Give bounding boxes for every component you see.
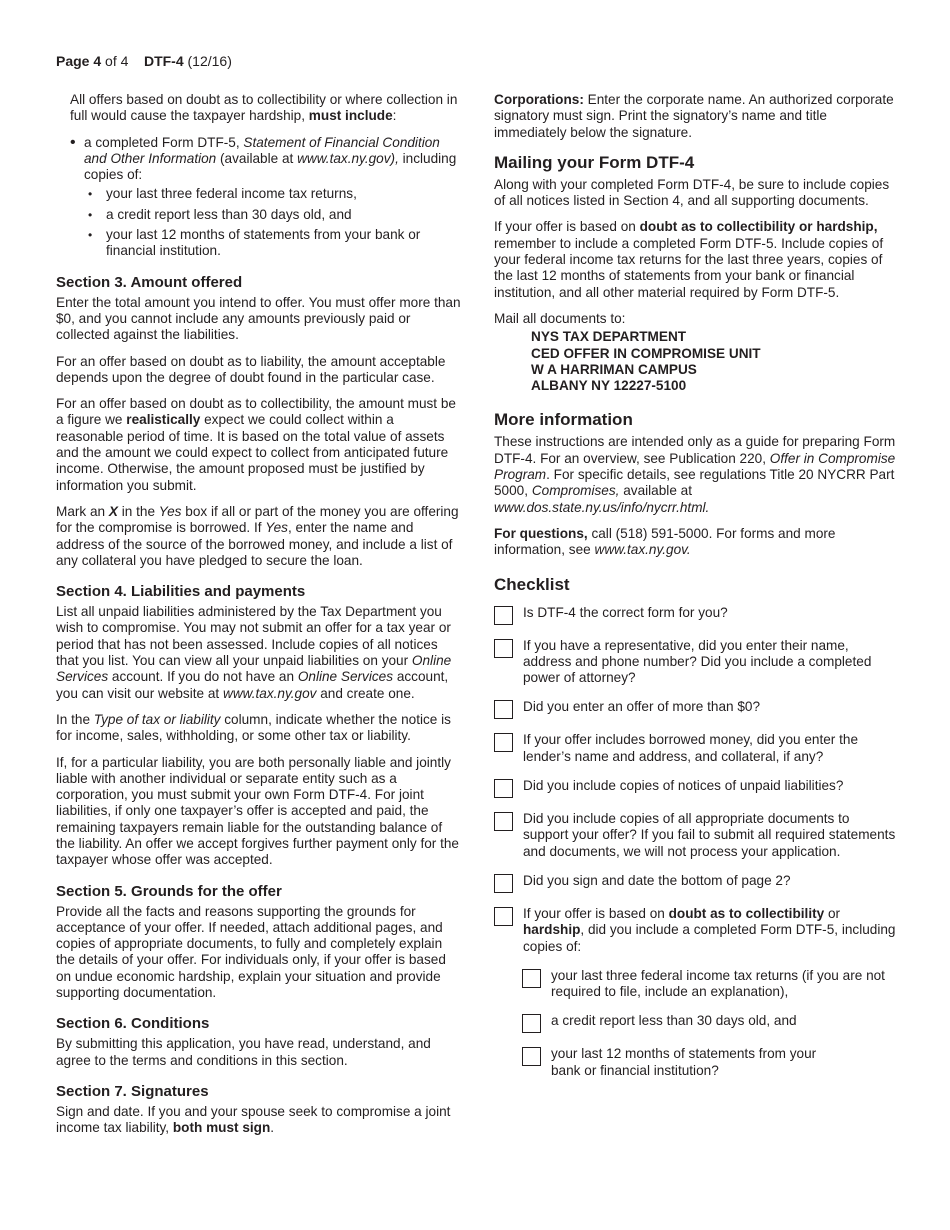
checklist-item: If you have a representative, did you enter their name, address and phone number? Did you include a completed power of attorney?	[494, 638, 896, 687]
page-total: of 4	[105, 53, 129, 69]
paragraph: For an offer based on doubt as to collectibility, the amount must be a figure we realistically expect we could collect within a reasonable period of time. It is based on the total value of assets and the amount we could expect to collect from anticipated future income. Otherwise, the amount proposed must be justified by information you submit.	[56, 396, 456, 493]
paragraph: Provide all the facts and reasons supporting the grounds for acceptance of your offer. If needed, attach additional pages, and copies of appropriate documents, to fully and completely explain the details of your offer. For individuals only, if your offer is based on undue economic hardship, explain your situation and provide supporting documentation.	[56, 903, 446, 1001]
checkbox[interactable]	[494, 733, 513, 752]
copies-list	[84, 186, 461, 259]
section-3-title: Section 3. Amount offered	[56, 273, 243, 291]
checkbox[interactable]	[494, 812, 513, 831]
page-header	[56, 53, 232, 69]
left-column	[56, 92, 461, 1147]
checklist-item: Did you include copies of all appropriate documents to support your offer? If you fail to submit all required statements and documents, we will not process your application.	[494, 811, 896, 860]
paragraph: List all unpaid liabilities administered by the Tax Department you wish to compromise. You may not submit an offer for a tax year or period that has not been assessed. Include copies of all notices that you list. You can view all your unpaid liabilities on your Online Services account. If you do not have an Online Services account, you can visit our website at www.tax.ny.gov and create one.	[56, 604, 452, 701]
list-item: • your last three federal income tax returns,	[84, 186, 461, 202]
form-id: DTF-4	[143, 53, 184, 69]
corporations-paragraph: Corporations: Enter the corporate name. An authorized corporate signatory must sign. Print the signatory’s name and title immediately below the signature.	[494, 92, 894, 140]
page-number: Page 4	[56, 53, 102, 69]
section-7-title: Section 7. Signatures	[56, 1082, 209, 1100]
checklist-item: Did you sign and date the bottom of page 2?	[494, 873, 896, 893]
paragraph: In the Type of tax or liability column, indicate whether the notice is for income, sales, withholding, or some other tax or liability.	[56, 711, 451, 744]
paragraph: If your offer is based on doubt as to collectibility or hardship, remember to include a completed Form DTF-5. Include copies of your federal income tax returns for the last three years, copies of the last 12 months of statements from your bank or financial institution, and all other material required by Form DTF-5.	[494, 219, 884, 300]
checklist-subitem: your last 12 months of statements from your bank or financial institution?	[522, 1046, 896, 1079]
section-6-title: Section 6. Conditions	[56, 1015, 210, 1033]
mailing-address: NYS TAX DEPARTMENT CED OFFER IN COMPROMISE UNIT W A HARRIMAN CAMPUS ALBANY NY 12227-5100	[531, 329, 761, 394]
checkbox[interactable]	[494, 606, 513, 625]
checklist-item: Did you enter an offer of more than $0?	[494, 699, 896, 719]
checkbox[interactable]	[522, 1047, 541, 1066]
checkbox[interactable]	[494, 874, 513, 893]
section-5-title: Section 5. Grounds for the offer	[56, 882, 282, 900]
paragraph: These instructions are intended only as a guide for preparing Form DTF-4. For an overview, see Publication 220, Offer in Compromise Program. For specific details, see regulations Title 20 NYCRR Part 5000, Compromises, available at www.dos.state.ny.us/info/nycrr.html.	[494, 434, 896, 515]
checklist-item: Is DTF-4 the correct form for you?	[494, 605, 896, 625]
checkbox[interactable]	[494, 779, 513, 798]
checklist-title: Checklist	[494, 574, 570, 594]
paragraph: Enter the total amount you intend to offer. You must offer more than $0, and you cannot include any amounts previously paid or collected against the liabilities.	[56, 294, 461, 343]
paragraph: By submitting this application, you have read, understand, and agree to the terms and conditions in this section.	[56, 1036, 431, 1068]
paragraph: Along with your completed Form DTF-4, be sure to include copies of all notices listed in Section 4, and all supporting documents.	[494, 176, 890, 209]
right-column	[494, 92, 896, 1092]
checklist-item: Did you include copies of notices of unpaid liabilities?	[494, 778, 896, 798]
paragraph: Sign and date. If you and your spouse seek to compromise a joint income tax liability, both must sign.	[56, 1103, 451, 1136]
section-4-title: Section 4. Liabilities and payments	[56, 583, 306, 601]
list-item: • a credit report less than 30 days old, and	[84, 207, 461, 223]
paragraph: Mark an X in the Yes box if all or part of the money you are offering for the compromise is borrowed. If Yes, enter the name and address of the source of the borrowed money, and include a list of any collateral you have pledged to secure the loan.	[56, 503, 459, 568]
checklist-subitem: your last three federal income tax returns (if you are not required to file, include an explanation),	[522, 968, 896, 1001]
checklist-item: If your offer is based on doubt as to collectibility or hardship, did you include a completed Form DTF-5, including copies of:	[494, 906, 896, 955]
checklist-subitem: a credit report less than 30 days old, and	[522, 1013, 896, 1033]
checkbox[interactable]	[522, 969, 541, 988]
checkbox[interactable]	[494, 907, 513, 926]
checkbox[interactable]	[522, 1014, 541, 1033]
paragraph: For an offer based on doubt as to liability, the amount acceptable depends upon the degree of doubt found in the particular case.	[56, 353, 446, 385]
mailing-title: Mailing your Form DTF-4	[494, 152, 695, 172]
checklist-item: If your offer includes borrowed money, did you enter the lender’s name and address, and collateral, if any?	[494, 732, 896, 765]
checkbox[interactable]	[494, 639, 513, 658]
list-item: • your last 12 months of statements from your bank or financial institution.	[84, 227, 461, 260]
paragraph: For questions, call (518) 591-5000. For forms and more information, see www.tax.ny.gov.	[494, 525, 836, 558]
form-revision: (12/16)	[187, 53, 232, 69]
paragraph: If, for a particular liability, you are both personally liable and jointly liable with another individual or separate entity such as a corporation, you must submit your own Form DTF-4. For joint liabilities, if only one taxpayer’s offer is accepted and paid, the remaining taxpayers remain liable for the outstanding balance of the liability. An offer we accept forgives further payment only for the taxpayer whose offer was accepted.	[56, 754, 459, 868]
checkbox[interactable]	[494, 700, 513, 719]
requirements-list	[70, 135, 461, 184]
more-info-title: More information	[494, 410, 633, 430]
paragraph: Mail all documents to:	[494, 310, 626, 326]
list-item: • a completed Form DTF-5, Statement of Financial Condition and Other Information (available at www.tax.ny.gov), including copies of:	[70, 135, 461, 184]
intro-paragraph: All offers based on doubt as to collectibility or where collection in full would cause the taxpayer hardship, must include:	[70, 92, 458, 124]
